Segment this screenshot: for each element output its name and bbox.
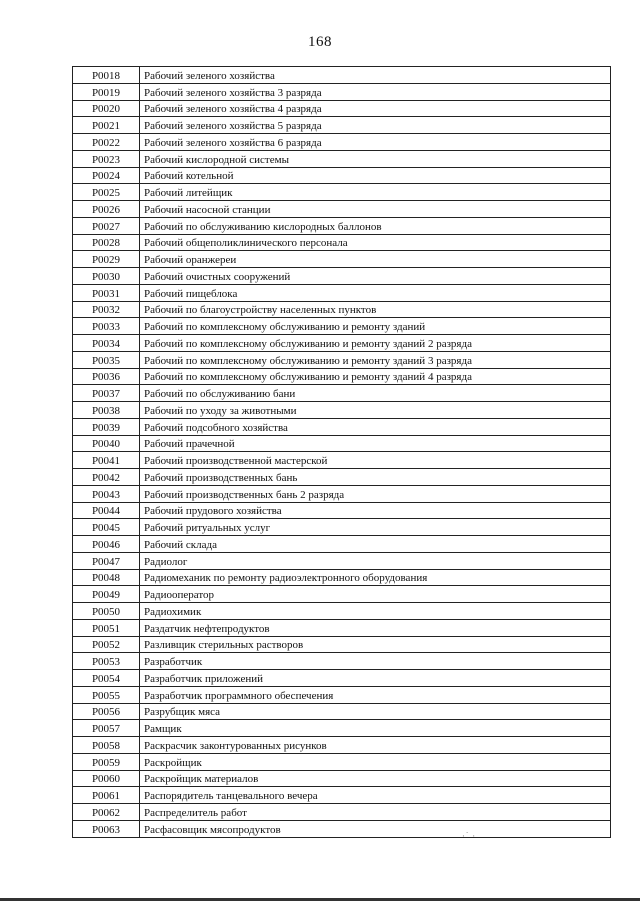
occupation-name: Рабочий оранжереи: [140, 251, 611, 268]
table-row: [73, 150, 611, 167]
occupation-code: Р0056: [73, 703, 140, 720]
occupation-code: Р0057: [73, 720, 140, 737]
occupation-code: Р0058: [73, 737, 140, 754]
occupation-code: Р0034: [73, 335, 140, 352]
occupation-name: Рабочий котельной: [140, 167, 611, 184]
occupation-code: Р0038: [73, 402, 140, 419]
occupation-code: Р0044: [73, 502, 140, 519]
occupation-code: Р0052: [73, 636, 140, 653]
table-row: [73, 820, 611, 837]
occupation-code: Р0028: [73, 234, 140, 251]
occupation-code: Р0051: [73, 619, 140, 636]
occupation-code: Р0024: [73, 167, 140, 184]
table-row: [73, 619, 611, 636]
table-row: [73, 469, 611, 486]
table-row: [73, 804, 611, 821]
occupation-name: Рабочий производственных бань: [140, 469, 611, 486]
table-row: [73, 418, 611, 435]
table-row: [73, 301, 611, 318]
occupation-name: Разрубщик мяса: [140, 703, 611, 720]
occupation-name: Рабочий зеленого хозяйства: [140, 67, 611, 84]
table-row: [73, 586, 611, 603]
occupation-code: Р0062: [73, 804, 140, 821]
occupation-code: Р0031: [73, 284, 140, 301]
page-bottom-edge: [0, 898, 640, 901]
occupation-code: Р0036: [73, 368, 140, 385]
occupation-name: Рабочий зеленого хозяйства 3 разряда: [140, 83, 611, 100]
occupation-code: Р0035: [73, 351, 140, 368]
table-row: [73, 83, 611, 100]
occupation-name: Рабочий зеленого хозяйства 5 разряда: [140, 117, 611, 134]
table-row: [73, 67, 611, 84]
scan-artifact: ⋅˙ ⋅: [462, 832, 476, 842]
table-row: [73, 335, 611, 352]
occupation-name: Раскройщик: [140, 753, 611, 770]
occupation-name: Рабочий прудового хозяйства: [140, 502, 611, 519]
occupation-name: Рабочий насосной станции: [140, 201, 611, 218]
occupation-name: Рабочий по благоустройству населенных пунктов: [140, 301, 611, 318]
table-row: [73, 435, 611, 452]
occupation-code: Р0061: [73, 787, 140, 804]
occupation-name: Рабочий очистных сооружений: [140, 268, 611, 285]
table-row: [73, 485, 611, 502]
occupation-name: Рабочий прачечной: [140, 435, 611, 452]
occupation-name: Радиолог: [140, 552, 611, 569]
table-row: [73, 351, 611, 368]
occupation-code: Р0022: [73, 134, 140, 151]
occupation-code: Р0045: [73, 519, 140, 536]
occupation-name: Рабочий кислородной системы: [140, 150, 611, 167]
occupation-name: Рабочий ритуальных услуг: [140, 519, 611, 536]
table-row: [73, 569, 611, 586]
occupation-codes-table: [72, 66, 611, 838]
occupation-name: Рабочий подсобного хозяйства: [140, 418, 611, 435]
occupation-code: Р0055: [73, 686, 140, 703]
occupation-name: Рабочий по обслуживанию бани: [140, 385, 611, 402]
table-row: [73, 402, 611, 419]
table-row: [73, 268, 611, 285]
occupation-code: Р0046: [73, 536, 140, 553]
occupation-code: Р0054: [73, 670, 140, 687]
occupation-name: Раскрасчик законтурованных рисунков: [140, 737, 611, 754]
occupation-name: Рабочий по уходу за животными: [140, 402, 611, 419]
table-row: [73, 753, 611, 770]
occupation-code: Р0018: [73, 67, 140, 84]
occupation-code: Р0059: [73, 753, 140, 770]
occupation-name: Рабочий производственной мастерской: [140, 452, 611, 469]
table-body: [73, 67, 611, 838]
occupation-code: Р0043: [73, 485, 140, 502]
occupation-code: Р0033: [73, 318, 140, 335]
occupation-code: Р0063: [73, 820, 140, 837]
occupation-name: Рабочий производственных бань 2 разряда: [140, 485, 611, 502]
occupation-code: Р0032: [73, 301, 140, 318]
table-row: [73, 519, 611, 536]
occupation-code: Р0042: [73, 469, 140, 486]
table-row: [73, 217, 611, 234]
table-row: [73, 552, 611, 569]
occupation-name: Разливщик стерильных растворов: [140, 636, 611, 653]
occupation-code: Р0048: [73, 569, 140, 586]
occupation-name: Рабочий зеленого хозяйства 4 разряда: [140, 100, 611, 117]
occupation-name: Рамщик: [140, 720, 611, 737]
table-row: [73, 502, 611, 519]
occupation-name: Радиооператор: [140, 586, 611, 603]
occupation-code: Р0030: [73, 268, 140, 285]
occupation-code: Р0060: [73, 770, 140, 787]
occupation-name: Раздатчик нефтепродуктов: [140, 619, 611, 636]
table-row: [73, 737, 611, 754]
occupation-code: Р0053: [73, 653, 140, 670]
table-row: [73, 134, 611, 151]
occupation-code: Р0037: [73, 385, 140, 402]
occupation-name: Расфасовщик мясопродуктов: [140, 820, 611, 837]
table-row: [73, 653, 611, 670]
table-row: [73, 703, 611, 720]
occupation-name: Разработчик программного обеспечения: [140, 686, 611, 703]
table-row: [73, 201, 611, 218]
table-row: [73, 117, 611, 134]
table-row: [73, 167, 611, 184]
occupation-name: Разработчик приложений: [140, 670, 611, 687]
occupation-name: Рабочий пищеблока: [140, 284, 611, 301]
occupation-code: Р0026: [73, 201, 140, 218]
occupation-name: Радиохимик: [140, 603, 611, 620]
occupation-code: Р0020: [73, 100, 140, 117]
occupation-name: Рабочий по комплексному обслуживанию и ремонту зданий: [140, 318, 611, 335]
table-row: [73, 770, 611, 787]
occupation-code: Р0023: [73, 150, 140, 167]
table-row: [73, 368, 611, 385]
occupation-code: Р0050: [73, 603, 140, 620]
table-row: [73, 234, 611, 251]
table-row: [73, 536, 611, 553]
table-row: [73, 787, 611, 804]
occupation-name: Рабочий общеполиклинического персонала: [140, 234, 611, 251]
occupation-name: Рабочий по обслуживанию кислородных баллонов: [140, 217, 611, 234]
table-row: [73, 720, 611, 737]
occupation-name: Рабочий литейщик: [140, 184, 611, 201]
table-row: [73, 452, 611, 469]
table-row: [73, 100, 611, 117]
table-row: [73, 318, 611, 335]
table-row: [73, 686, 611, 703]
occupation-code: Р0029: [73, 251, 140, 268]
occupation-name: Распределитель работ: [140, 804, 611, 821]
table-row: [73, 636, 611, 653]
occupation-code: Р0047: [73, 552, 140, 569]
occupation-code: Р0040: [73, 435, 140, 452]
occupation-code: Р0041: [73, 452, 140, 469]
occupation-code: Р0021: [73, 117, 140, 134]
occupation-code: Р0027: [73, 217, 140, 234]
occupation-code: Р0019: [73, 83, 140, 100]
occupation-name: Разработчик: [140, 653, 611, 670]
table-row: [73, 251, 611, 268]
occupation-code: Р0049: [73, 586, 140, 603]
table-row: [73, 385, 611, 402]
occupation-name: Распорядитель танцевального вечера: [140, 787, 611, 804]
occupation-name: Раскройщик материалов: [140, 770, 611, 787]
table-row: [73, 184, 611, 201]
occupation-name: Рабочий по комплексному обслуживанию и ремонту зданий 3 разряда: [140, 351, 611, 368]
occupation-code: Р0025: [73, 184, 140, 201]
occupation-code: Р0039: [73, 418, 140, 435]
page-number: 168: [308, 34, 332, 50]
occupation-name: Рабочий по комплексному обслуживанию и ремонту зданий 2 разряда: [140, 335, 611, 352]
occupation-name: Рабочий по комплексному обслуживанию и ремонту зданий 4 разряда: [140, 368, 611, 385]
table-row: [73, 670, 611, 687]
occupation-name: Радиомеханик по ремонту радиоэлектронного оборудования: [140, 569, 611, 586]
occupation-name: Рабочий склада: [140, 536, 611, 553]
table-row: [73, 603, 611, 620]
table-row: [73, 284, 611, 301]
occupation-name: Рабочий зеленого хозяйства 6 разряда: [140, 134, 611, 151]
